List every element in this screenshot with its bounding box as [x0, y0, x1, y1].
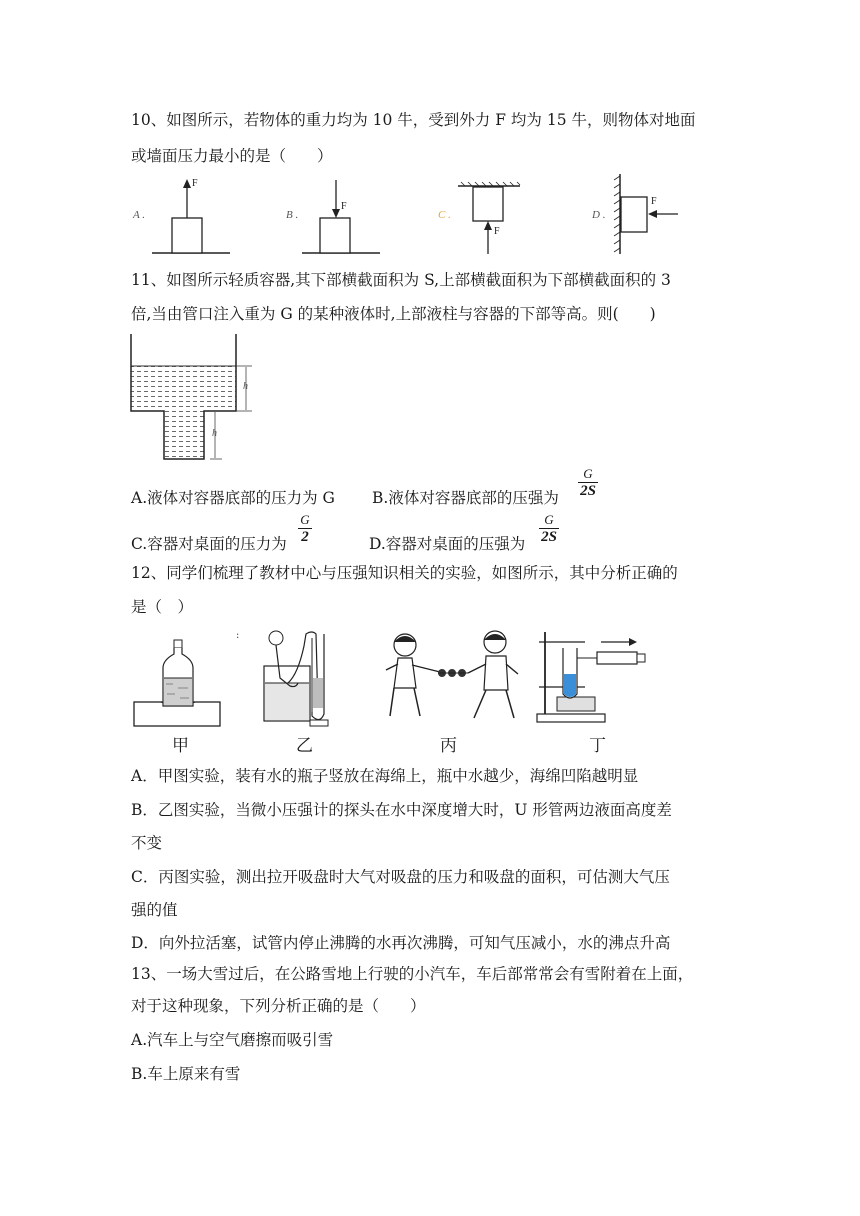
q12-stem-line2: 是（ ）: [131, 598, 194, 616]
q11-option-b-numerator: G: [583, 466, 593, 481]
q11-stem-line2: 倍,当由管口注入重为 G 的某种液体时,上部液柱与容器的下部等高。则( ): [131, 305, 656, 323]
q12-option-a: A．甲图实验，装有水的瓶子竖放在海绵上，瓶中水越少，海绵凹陷越明显: [131, 767, 639, 785]
q10-option-d-label: D .: [592, 209, 606, 221]
q12-option-c-line1: C．丙图实验，测出拉开吸盘时大气对吸盘的压力和吸盘的面积，可估测大气压: [131, 868, 670, 886]
q12-figure-ding: [535, 632, 650, 727]
q10-fig-a-force: F: [192, 178, 198, 189]
q12-option-d: D．向外拉活塞，试管内停止沸腾的水再次沸腾，可知气压减小，水的沸点升高: [131, 934, 671, 952]
q11-option-d: D.容器对桌面的压强为: [369, 535, 526, 553]
q11-option-c-numerator: G: [300, 512, 310, 527]
q12-caption-ding: 丁: [589, 736, 606, 756]
q12-caption-jia: 甲: [172, 736, 189, 756]
q11-option-b-fraction: [578, 466, 598, 499]
q13-option-b: B.车上原来有雪: [131, 1065, 241, 1083]
q11-option-a: A.液体对容器底部的压力为 G: [131, 489, 335, 507]
q10-fig-b-force: F: [341, 201, 347, 212]
q13-stem-line2: 对于这种现象，下列分析正确的是（ ）: [131, 997, 426, 1015]
q11-stem-line1: 11、如图所示轻质容器,其下部横截面积为 S,上部横截面积为下部横截面积的 3: [131, 271, 671, 289]
q12-figure-bing: [380, 630, 525, 725]
q11-option-c: C.容器对桌面的压力为: [131, 535, 287, 553]
q11-container-figure: [130, 334, 265, 464]
q10-option-b-label: B .: [286, 209, 299, 221]
q12-stem-line1: 12、同学们梳理了教材中心与压强知识相关的实验，如图所示，其中分析正确的: [131, 564, 678, 582]
q11-option-b: B.液体对容器底部的压强为: [372, 489, 559, 507]
q13-stem-line1: 13、一场大雪过后，在公路雪地上行驶的小汽车，车后部常常会有雪附着在上面，: [131, 965, 694, 983]
q10-fig-c-force: F: [494, 226, 500, 237]
q11-option-d-numerator: G: [544, 512, 554, 527]
q11-option-d-fraction: [539, 512, 559, 545]
q12-figure-yi: [236, 628, 336, 728]
q11-option-b-denominator: 2S: [578, 482, 598, 499]
q10-figure-d: [608, 172, 683, 257]
q11-upper-h-label: h: [243, 381, 248, 392]
q11-option-d-denominator: 2S: [539, 528, 559, 545]
q12-caption-bing: 丙: [440, 736, 457, 756]
q10-stem-line2: 或墙面压力最小的是（ ）: [131, 147, 333, 165]
q12-caption-yi: 乙: [296, 736, 313, 756]
q12-option-b-line1: B．乙图实验，当微小压强计的探头在水中深度增大时，U 形管两边液面高度差: [131, 801, 672, 819]
q11-lower-h-label: h: [212, 428, 217, 439]
q10-option-a-label: A .: [133, 209, 146, 221]
q11-option-c-fraction: [298, 512, 312, 545]
q12-option-c-line2: 强的值: [131, 901, 178, 919]
q11-option-c-denominator: 2: [298, 528, 312, 545]
svg-text::: :: [236, 630, 240, 641]
q10-figure-c: [456, 182, 526, 257]
q12-figure-jia: [133, 640, 223, 730]
q10-fig-d-force: F: [651, 196, 657, 207]
q12-option-b-line2: 不变: [131, 834, 163, 852]
q10-figure-b: [300, 178, 385, 256]
q13-option-a: A.汽车上与空气磨擦而吸引雪: [131, 1031, 334, 1049]
q10-option-c-label: C .: [438, 209, 451, 221]
q10-stem-line1: 10、如图所示，若物体的重力均为 10 牛，受到外力 F 均为 15 牛，则物体对地面: [131, 111, 696, 129]
